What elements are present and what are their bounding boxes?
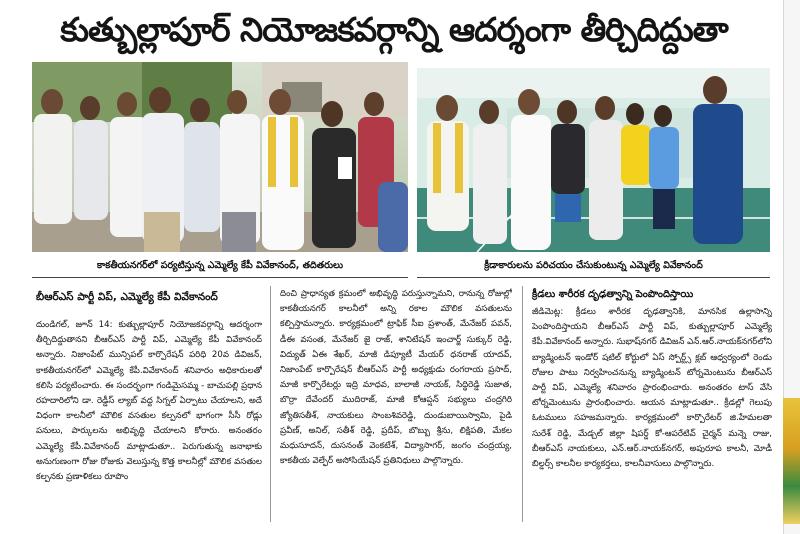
- right-article-body: [532, 305, 772, 523]
- right-article-body-text: జీడిమెట్ల: క్రీడలు శారీరక దృఢత్వానికి, మానసిక ఉల్లాసాన్ని పెంపొందిస్తాయని బీఆర్ఎస్ పార్టీ విప్, కుత్బుల్లాపూర్ ఎమ్మెల్యే కేపీ.వివేకానంద్ అన్నారు. సుభాష్‌నగర్ డివిజన్ ఎన్.ఆర్.నాయక్‌నగర్‌లోని బ్యాడ్మింటన్ ఇండోర్ షటిల్ కోర్టులో ఏస్ స్పోర్ట్స్ క్లబ్ ఆధ్వర్యంలో రెండు రోజుల పాటు నిర్వహించనున్న బ్యాడ్మింటన్ టోర్నమెంటును బీఆర్ఎస్ పార్టీ విప్, ఎమ్మెల్యే శనివారం ప్రారంభించారు. అనంతరం టాస్ వేసి టోర్నమెంటును ప్రారంభించారు. ఆయన మాట్లాడుతూ.. క్రీడల్లో గెలుపు ఓటములు సహజమన్నారు. కార్యక్రమంలో కార్పొరేటర్ జి.హేమలతా సురేశ్ రెడ్డి, మేడ్చల్ జిల్లా షిపర్డ్ కో-ఆపరేటివ్ చైర్మన్ మన్నె రాజు, బీఆర్ఎస్ నాయకులు, ఎన్.ఆర్.నాయక్‌నగర్, అపురూప కాలనీ, మోడీ బిల్డర్స్ కాలనీల కార్యకర్తలు, కాలనీవాసులు పాల్గొన్నారు.: [532, 307, 772, 470]
- caption-rule-right: [417, 277, 770, 278]
- left-article-col1: [36, 318, 262, 523]
- article-divider: [522, 286, 523, 522]
- left-article-col2-text: దించి ప్రాధాన్యత క్రమంలో అభివృద్ధి పరుస్తున్నామని, రానున్న రోజుల్లో కాకతీయనగర్ కాలనీలో అన్ని రకాల మౌలిక వసతులను కల్పిస్తామన్నారు. కార్యక్రమంలో ట్రాఫిక్ సీఐ ప్రశాంత్, మేనేజర్ పవన్, డీఈ వసంత, మేనేజర్ జై రాజ్, శానిటేషన్ ఇంచార్జ్ సుక్కుర్ రెడ్డి, విద్యుత్ ఏఈ శేఖర్, మాజీ డిప్యూటీ మేయర్ ధనరాజ్ యాదవ్, నిజాంపేట్ కార్పొరేషన్ బీఆర్ఎస్ పార్టీ అధ్యక్షుడు రంగరాయ ప్రసాద్, మాజీ కార్పొరేటర్లు ఇద్రి మాధవ, బాలాజీ నాయక్, సిద్ధిరెడ్డి సుజాత, బొర్రా దేవేందర్ ముదిరాజ్, మాజీ కోఆప్షన్ సభ్యులు చంద్రగిరి జ్యోతిసతీశ్, నాయకులు సాంబశివరెడ్డి, దుండుబాయిస్వామి, పైడి ప్రవీణ్, అనిల్, సతీశ్ రెడ్డి, ప్రదీప్, బొబ్బు శ్రీను, లిక్షిపతి, మేకల మధుసూదన్, దుసనంత్ వెంకటేశ్, విద్యాసాగర్, జంగం చంద్రయ్య, కాకతీయ వెల్ఫేర్ అసోసియేషన్ ప్రతినిధులు పాల్గొన్నారు.: [280, 289, 512, 467]
- left-article-subhead: బీఆర్ఎస్ పార్టీ విప్, ఎమ్మెల్యే కేపీ వివేకానంద్: [36, 291, 218, 303]
- left-article-col2: [280, 287, 512, 523]
- adjacent-advertisement: [783, 398, 800, 524]
- left-article-col1-text: దుండిగల్, జూన్ 14: కుత్బుల్లాపూర్ నియోజకవర్గాన్ని ఆదర్శంగా తీర్చిదిద్దుతానని బీఆర్ఎస్ పార్టీ విప్, ఎమ్మెల్యే కేపీ వివేకానంద్ అన్నారు. నిజాంపేట్ మున్సిపల్ కార్పొరేషన్ పరిధి 20వ డివిజన్, కాకతీయనగర్‌లో ఎమ్మెల్యే కేపీ.వివేకానంద్ శనివారం అధికారులతో కలిసి పర్యటించారు. ఈ సందర్భంగా గండిమైసమ్మ - బాచుపల్లి ప్రధాన రహదారిలోని డా. రెడ్డీస్ ల్యాబ్ వద్ద సిగ్నల్ ఏర్పాటు చేయాలని, అదే విధంగా కాలనీలో మౌలిక వసతుల కల్పనలో భాగంగా సీసీ రోడ్లు పనులు, పార్కులను అభివృద్ధి చేయాలని కోరారు. అనంతరం ఎమ్మెల్యే కేపీ.వివేకానంద్ మాట్లాడుతూ.. పెరుగుతున్న జనాభాకు అనుగుణంగా రోజు రోజుకు వెలుస్తున్న కొత్త కాలనీల్లో మౌలిక వసతుల కల్పనకు ప్రణాళికలు రూపొం: [36, 320, 262, 483]
- headline: కుత్బుల్లాపూర్ నియోజకవర్గాన్ని ఆదర్శంగా తీర్చిదిద్దుతా: [60, 10, 728, 49]
- left-photo: [32, 62, 408, 252]
- right-article-subhead: క్రీడలు శారీరక దృఢత్వాన్ని పెంపొందిస్తాయి: [532, 289, 694, 300]
- left-photo-caption: కాకతీయనగర్‌లో పర్యటిస్తున్న ఎమ్మెల్యే కేపీ వివేకానంద్, తదితరులు: [96, 260, 344, 271]
- caption-rule-left: [32, 277, 408, 278]
- right-photo-caption: క్రీడాకారులను పరిచయం చేసుకుంటున్న ఎమ్మెల్యే వివేకానంద్: [484, 260, 703, 271]
- right-photo: [417, 68, 770, 252]
- column-divider: [270, 286, 271, 522]
